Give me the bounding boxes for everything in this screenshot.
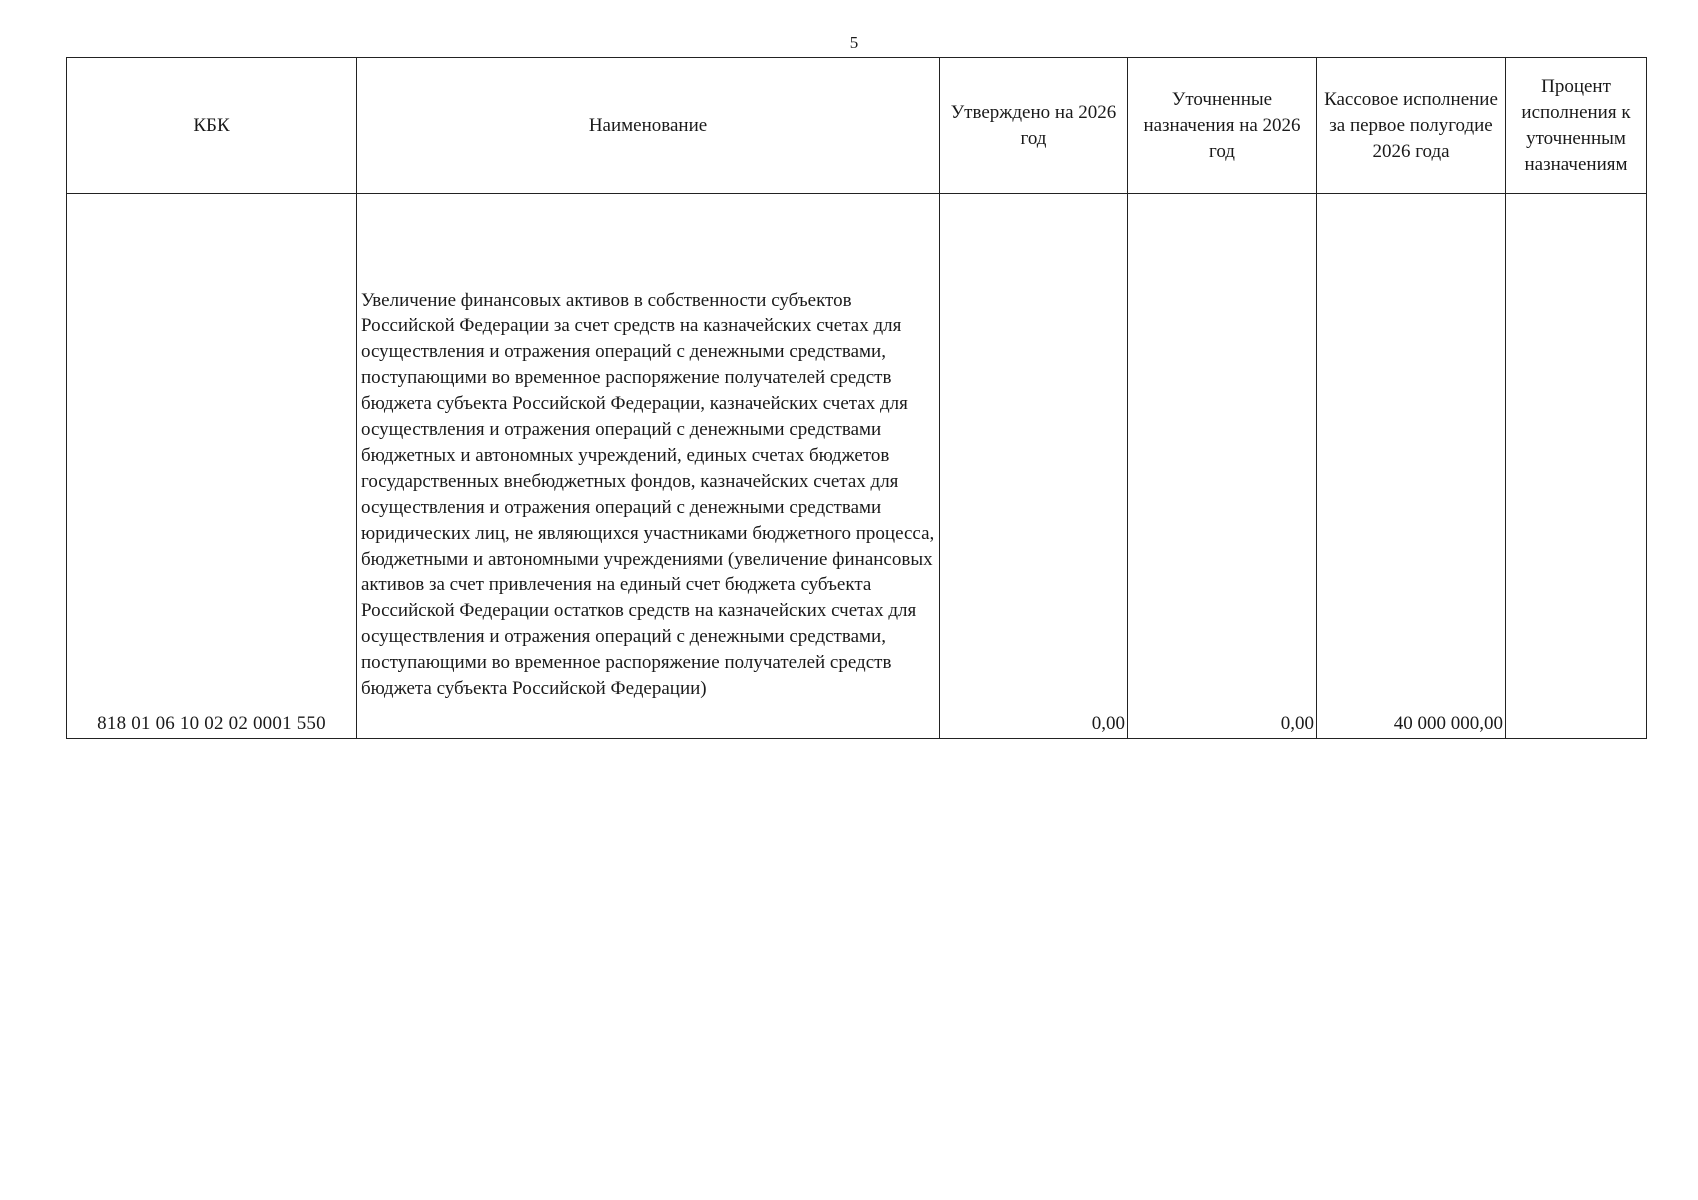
budget-execution-table (66, 57, 1647, 739)
cell-cash: 40 000 000,00 (1317, 194, 1506, 739)
table-header-row (67, 58, 1647, 194)
cell-kbk: 818 01 06 10 02 02 0001 550 (67, 194, 357, 739)
cell-name: Увеличение финансовых активов в собственности субъектов Российской Федерации за счет средств на казначейских счетах для осуществления и отражения операций с денежными средствами, поступающими во временное распоряжение получателей средств бюджета субъекта Российской Федерации, казначейских счетах для осуществления и отражения операций с денежными средствами бюджетных и автономных учреждений, единых счетах бюджетов государственных внебюджетных фондов, казначейских счетах для осуществления и отражения операций с денежными средствами юридических лиц, не являющихся участниками бюджетного процесса, бюджетными и автономными учреждениями (увеличение финансовых активов за счет привлечения на единый счет бюджета субъекта Российской Федерации остатков средств на казначейских счетах для осуществления и отражения операций с денежными средствами, поступающими во временное распоряжение получателей средств бюджета субъекта Российской Федерации) (357, 194, 940, 739)
header-kbk: КБК (67, 58, 357, 194)
page-number: 5 (849, 33, 859, 52)
cell-percent (1506, 194, 1647, 739)
table-row (67, 194, 1647, 739)
header-approved: Утверждено на 2026 год (940, 58, 1128, 194)
cell-refined: 0,00 (1128, 194, 1317, 739)
header-cash: Кассовое исполнение за первое полугодие 2026 года (1317, 58, 1506, 194)
cell-approved: 0,00 (940, 194, 1128, 739)
header-percent: Процент исполнения к уточненным назначениям (1506, 58, 1647, 194)
header-refined: Уточненные назначения на 2026 год (1128, 58, 1317, 194)
header-name: Наименование (357, 58, 940, 194)
